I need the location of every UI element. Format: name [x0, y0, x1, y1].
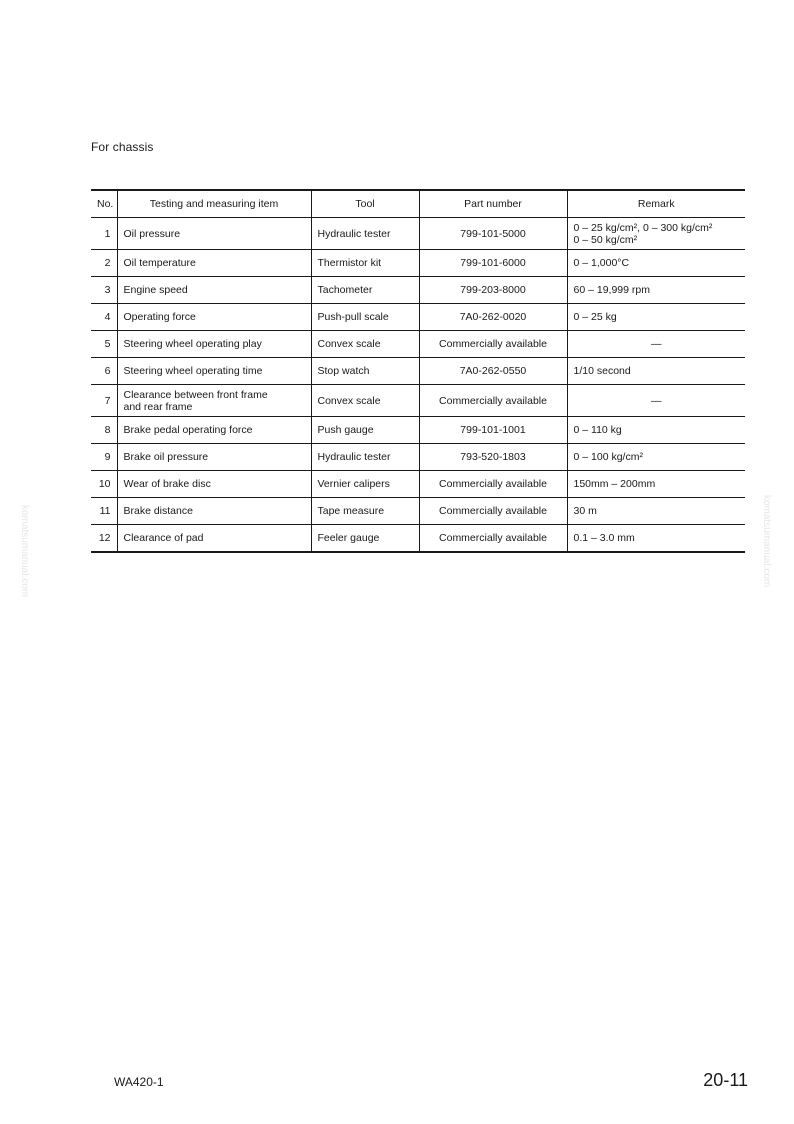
- page-number: 20-11: [703, 1070, 748, 1090]
- row-number: 3: [91, 277, 117, 304]
- table-row: [91, 304, 745, 331]
- row-remark: 60 – 19,999 rpm: [567, 277, 745, 304]
- row-item: Brake oil pressure: [117, 444, 311, 471]
- row-number: 1: [91, 218, 117, 250]
- row-item: Engine speed: [117, 277, 311, 304]
- row-remark: —: [567, 385, 745, 417]
- row-part-number: Commercially available: [419, 385, 567, 417]
- header-remark: Remark: [567, 190, 745, 218]
- row-item: Oil temperature: [117, 250, 311, 277]
- row-number: 12: [91, 525, 117, 553]
- table-row: [91, 471, 745, 498]
- row-number: 10: [91, 471, 117, 498]
- row-tool: Convex scale: [311, 385, 419, 417]
- row-tool: Push gauge: [311, 417, 419, 444]
- table-row: [91, 417, 745, 444]
- row-item: Steering wheel operating time: [117, 358, 311, 385]
- row-number: 5: [91, 331, 117, 358]
- row-item: Oil pressure: [117, 218, 311, 250]
- row-tool: Vernier calipers: [311, 471, 419, 498]
- header-part-number: Part number: [419, 190, 567, 218]
- row-tool: Stop watch: [311, 358, 419, 385]
- row-tool: Push-pull scale: [311, 304, 419, 331]
- row-part-number: Commercially available: [419, 331, 567, 358]
- row-remark: 0 – 1,000°C: [567, 250, 745, 277]
- row-remark: 0 – 110 kg: [567, 417, 745, 444]
- row-item: Wear of brake disc: [117, 471, 311, 498]
- row-tool: Hydraulic tester: [311, 444, 419, 471]
- item-line: and rear frame: [123, 400, 193, 413]
- footer-model: WA420-1: [114, 1075, 164, 1089]
- row-remark: [567, 218, 745, 250]
- header-tool: Tool: [311, 190, 419, 218]
- header-item: Testing and measuring item: [117, 190, 311, 218]
- row-part-number: 7A0-262-0550: [419, 358, 567, 385]
- row-item: Brake pedal operating force: [117, 417, 311, 444]
- header-no: No.: [91, 190, 117, 218]
- row-tool: Tachometer: [311, 277, 419, 304]
- table-header-row: [91, 190, 745, 218]
- item-line: Clearance between front frame: [123, 388, 268, 401]
- table-row: [91, 444, 745, 471]
- remark-line: 0 – 25 kg/cm², 0 – 300 kg/cm²: [573, 221, 713, 234]
- table-row: [91, 358, 745, 385]
- row-number: 4: [91, 304, 117, 331]
- watermark-left: komatsumanual.com: [19, 505, 30, 598]
- row-number: 8: [91, 417, 117, 444]
- table-row: [91, 218, 745, 250]
- row-tool: Convex scale: [311, 331, 419, 358]
- row-remark: 0 – 100 kg/cm²: [567, 444, 745, 471]
- row-tool: Feeler gauge: [311, 525, 419, 553]
- row-tool: Hydraulic tester: [311, 218, 419, 250]
- row-part-number: Commercially available: [419, 471, 567, 498]
- row-part-number: 7A0-262-0020: [419, 304, 567, 331]
- row-item: Brake distance: [117, 498, 311, 525]
- row-part-number: 793-520-1803: [419, 444, 567, 471]
- row-remark: —: [567, 331, 745, 358]
- row-remark: 30 m: [567, 498, 745, 525]
- testing-tools-table: [91, 189, 745, 553]
- row-remark: 150mm – 200mm: [567, 471, 745, 498]
- row-item: [117, 385, 311, 417]
- row-tool: Thermistor kit: [311, 250, 419, 277]
- row-item: Steering wheel operating play: [117, 331, 311, 358]
- row-part-number: 799-203-8000: [419, 277, 567, 304]
- row-number: 6: [91, 358, 117, 385]
- row-part-number: Commercially available: [419, 498, 567, 525]
- table-row: [91, 331, 745, 358]
- watermark-right: komatsumanual.com: [761, 495, 772, 588]
- row-remark: 1/10 second: [567, 358, 745, 385]
- row-part-number: 799-101-5000: [419, 218, 567, 250]
- row-tool: Tape measure: [311, 498, 419, 525]
- row-item: Operating force: [117, 304, 311, 331]
- row-part-number: 799-101-6000: [419, 250, 567, 277]
- row-number: 9: [91, 444, 117, 471]
- row-part-number: 799-101-1001: [419, 417, 567, 444]
- row-part-number: Commercially available: [419, 525, 567, 553]
- row-number: 2: [91, 250, 117, 277]
- row-number: 7: [91, 385, 117, 417]
- row-number: 11: [91, 498, 117, 525]
- table-row: [91, 277, 745, 304]
- section-title: For chassis: [91, 140, 154, 154]
- row-item: Clearance of pad: [117, 525, 311, 553]
- table-row: [91, 250, 745, 277]
- table-row: [91, 385, 745, 417]
- table-row: [91, 525, 745, 553]
- row-remark: 0 – 25 kg: [567, 304, 745, 331]
- row-remark: 0.1 – 3.0 mm: [567, 525, 745, 553]
- table-row: [91, 498, 745, 525]
- remark-line: 0 – 50 kg/cm²: [573, 233, 638, 246]
